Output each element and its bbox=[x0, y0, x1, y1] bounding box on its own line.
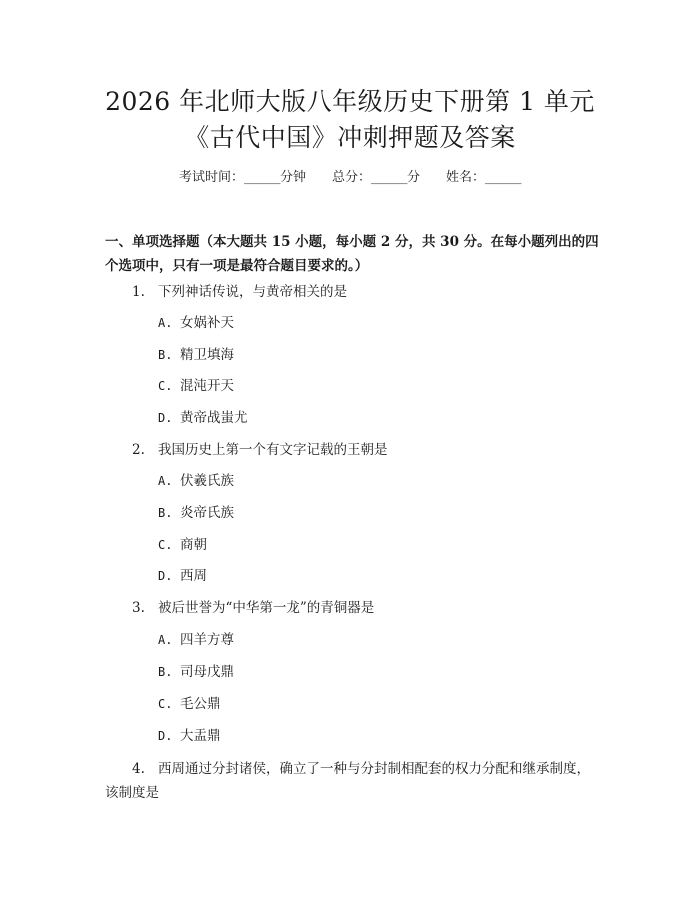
total-score-blank: ______ bbox=[371, 170, 407, 185]
question-text: 下列神话传说，与黄帝相关的是 bbox=[158, 284, 347, 300]
option-text: 伏羲氏族 bbox=[180, 473, 234, 489]
option-1-a bbox=[158, 311, 234, 335]
question-text: 被后世誉为“中华第一龙”的青铜器是 bbox=[158, 600, 375, 616]
option-letter: D. bbox=[158, 569, 173, 583]
question-2 bbox=[105, 438, 605, 462]
total-score-label: 总分： bbox=[331, 170, 371, 185]
question-3 bbox=[105, 596, 605, 620]
student-name-blank: ______ bbox=[485, 170, 522, 185]
exam-time-label: 考试时间： bbox=[178, 170, 244, 185]
option-text: 西周 bbox=[180, 568, 207, 584]
option-text: 大盂鼎 bbox=[180, 728, 221, 744]
option-letter: C. bbox=[158, 379, 173, 393]
option-3-b bbox=[158, 660, 234, 684]
option-2-a bbox=[158, 469, 234, 493]
option-text: 女娲补天 bbox=[180, 315, 234, 331]
option-text: 精卫填海 bbox=[180, 347, 234, 363]
option-text: 黄帝战蚩尤 bbox=[180, 410, 248, 426]
option-3-a bbox=[158, 628, 234, 652]
option-letter: D. bbox=[158, 411, 173, 425]
option-text: 混沌开天 bbox=[180, 378, 234, 394]
option-1-d bbox=[158, 406, 248, 430]
total-score-unit: 分 bbox=[407, 170, 421, 185]
option-letter: B. bbox=[158, 348, 173, 362]
option-text: 炎帝氏族 bbox=[180, 505, 234, 521]
question-number: 1. bbox=[132, 284, 145, 300]
option-letter: A. bbox=[158, 474, 173, 488]
option-1-b bbox=[158, 343, 234, 367]
option-text: 商朝 bbox=[180, 537, 207, 553]
option-text: 毛公鼎 bbox=[180, 696, 221, 712]
option-letter: A. bbox=[158, 316, 173, 330]
section-heading-line-1: 一、单项选择题（本大题共 15 小题，每小题 2 分，共 30 分。在每小题列出的四 bbox=[105, 234, 599, 250]
option-2-d bbox=[158, 564, 207, 588]
option-1-c bbox=[158, 374, 234, 398]
option-text: 司母戊鼎 bbox=[180, 664, 234, 680]
section-heading bbox=[105, 230, 605, 278]
exam-time-unit: 分钟 bbox=[279, 170, 306, 185]
exam-info bbox=[0, 168, 700, 188]
option-letter: A. bbox=[158, 633, 173, 647]
question-number: 4. bbox=[132, 761, 145, 777]
option-letter: C. bbox=[158, 697, 173, 711]
question-1 bbox=[105, 280, 605, 304]
option-letter: D. bbox=[158, 729, 173, 743]
question-text-line-2: 该制度是 bbox=[105, 785, 159, 801]
document-title-line-1: 2026 年北师大版八年级历史下册第 1 单元 bbox=[105, 87, 595, 116]
option-3-d bbox=[158, 724, 221, 748]
question-number: 3. bbox=[132, 600, 145, 616]
option-letter: B. bbox=[158, 665, 173, 679]
question-text: 我国历史上第一个有文字记载的王朝是 bbox=[158, 442, 388, 458]
question-number: 2. bbox=[132, 442, 145, 458]
exam-time-blank: ______ bbox=[243, 170, 280, 185]
option-text: 四羊方尊 bbox=[180, 632, 234, 648]
student-name-label: 姓名： bbox=[446, 170, 486, 185]
option-2-c bbox=[158, 533, 207, 557]
document-title-line-2: 《古代中国》冲刺押题及答案 bbox=[184, 123, 516, 152]
option-letter: C. bbox=[158, 538, 173, 552]
section-heading-line-2: 个选项中，只有一项是最符合题目要求的。） bbox=[105, 258, 369, 274]
option-3-c bbox=[158, 692, 221, 716]
question-4 bbox=[105, 757, 605, 805]
option-2-b bbox=[158, 501, 234, 525]
option-letter: B. bbox=[158, 506, 173, 520]
question-text-line-1: 西周通过分封诸侯，确立了一种与分封制相配套的权力分配和继承制度， bbox=[158, 761, 590, 777]
